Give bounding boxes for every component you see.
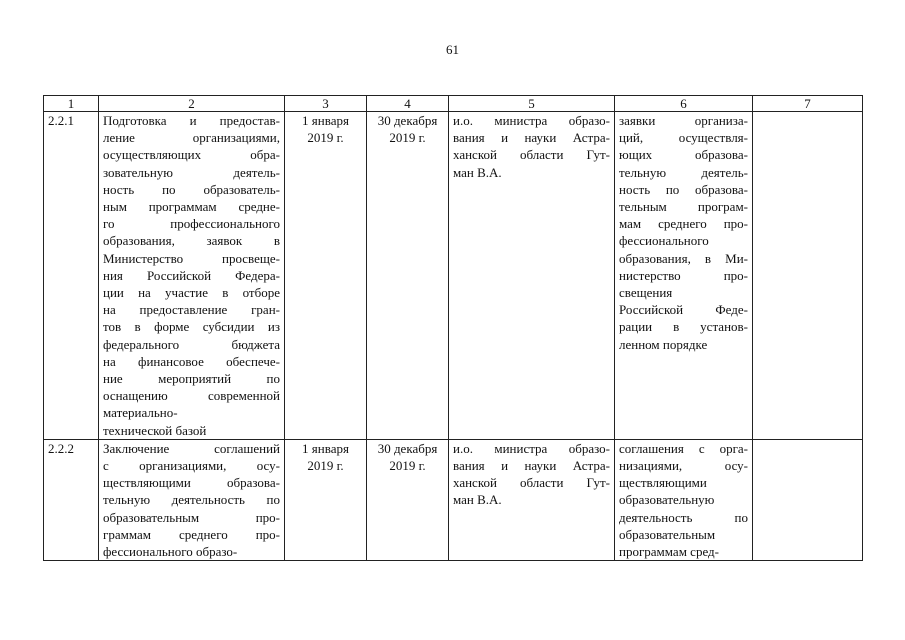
column-header-7: 7 [753, 96, 863, 112]
cell-text-line: ществляющими [619, 475, 707, 491]
cell-text-line: деятельность по [619, 509, 748, 525]
cell-text-line: тов в форме субсидии из [103, 319, 280, 335]
cell-text-line: ханской области Гут- [453, 475, 610, 491]
cell-text-line: 2019 г. [389, 130, 426, 146]
item-number-cell [44, 112, 99, 440]
result-cell [615, 112, 753, 440]
item-number: 2.2.2 [48, 440, 74, 456]
item-number-cell [44, 439, 99, 560]
cell-text-line: программам сред- [619, 544, 719, 560]
cell-text-line: образовательную [619, 492, 715, 508]
cell-text-line: оснащению современной [103, 388, 280, 404]
note-cell [753, 439, 863, 560]
item-number: 2.2.1 [48, 113, 74, 128]
cell-text-line: мам среднего про- [619, 216, 748, 232]
cell-text-line: федерального бюджета [103, 336, 280, 352]
cell-text-line: ление организациями, [103, 130, 280, 146]
cell-text-line: ханской области Гут- [453, 147, 610, 163]
cell-text-line: Министерство просвеще- [103, 250, 280, 266]
table-row [44, 112, 863, 440]
cell-text-line: тельную деятельность по [103, 492, 280, 508]
cell-text-line: материально- [103, 405, 178, 421]
column-header-6: 6 [615, 96, 753, 112]
cell-text-line: низациями, осу- [619, 458, 748, 474]
start-date-cell [285, 439, 367, 560]
cell-text-line: го профессионального [103, 216, 280, 232]
cell-text-line: ние мероприятий по [103, 371, 280, 387]
cell-text-line: ции на участие в отборе [103, 285, 280, 301]
cell-text-line: 1 января [302, 113, 349, 128]
column-header-5: 5 [449, 96, 615, 112]
cell-text-line: ленном порядке [619, 336, 708, 352]
cell-text-line: граммам среднего про- [103, 526, 280, 542]
cell-text-line: ность по образователь- [103, 181, 280, 197]
cell-text-line: и.о. министра образо- [453, 113, 610, 128]
cell-text-line: вания и науки Астра- [453, 130, 610, 146]
cell-text-line: ность по образова- [619, 181, 748, 197]
cell-text-line: свещения [619, 285, 673, 301]
column-header-3: 3 [285, 96, 367, 112]
cell-text-line: образовательным [619, 526, 716, 542]
cell-text-line: соглашения с орга- [619, 440, 748, 456]
column-header-2: 2 [99, 96, 285, 112]
cell-text-line: фессионального образо- [103, 544, 238, 560]
cell-text-line: Подготовка и предостав- [103, 113, 280, 128]
page-number: 61 [446, 42, 459, 57]
cell-text-line: с организациями, осу- [103, 458, 280, 474]
cell-text-line: на предоставление гран- [103, 302, 280, 318]
column-header-4: 4 [367, 96, 449, 112]
cell-text-line: тельную деятель- [619, 164, 748, 180]
responsible-cell [449, 112, 615, 440]
table-row [44, 439, 863, 560]
cell-text-line: вания и науки Астра- [453, 458, 610, 474]
cell-text-line: зовательную деятель- [103, 164, 280, 180]
cell-text-line: 2019 г. [389, 458, 426, 474]
cell-text-line: ществляющими образова- [103, 475, 280, 491]
result-cell [615, 439, 753, 560]
description-cell [99, 439, 285, 560]
cell-text-line: на финансовое обеспече- [103, 353, 280, 369]
cell-text-line: 1 января [302, 440, 349, 456]
cell-text-line: ным программам средне- [103, 199, 280, 215]
cell-text-line: рации в установ- [619, 319, 748, 335]
cell-text-line: Российской Феде- [619, 302, 748, 318]
start-date-cell [285, 112, 367, 440]
cell-text-line: образования, в Ми- [619, 250, 748, 266]
cell-text-line: образовательным про- [103, 509, 280, 525]
cell-text-line: 2019 г. [307, 458, 344, 474]
cell-text-line: образования, заявок в [103, 233, 280, 249]
cell-text-line: тельным програм- [619, 199, 748, 215]
column-header-1: 1 [44, 96, 99, 112]
cell-text-line: нистерство про- [619, 267, 748, 283]
end-date-cell [367, 112, 449, 440]
cell-text-line: осуществляющих обра- [103, 147, 280, 163]
plan-table [43, 95, 863, 561]
cell-text-line: Заключение соглашений [103, 440, 280, 456]
description-cell [99, 112, 285, 440]
note-cell [753, 112, 863, 440]
cell-text-line: 30 декабря [377, 113, 438, 128]
cell-text-line: ций, осуществля- [619, 130, 748, 146]
column-number-row [44, 96, 863, 112]
cell-text-line: фессионального [619, 233, 709, 249]
cell-text-line: 2019 г. [307, 130, 344, 146]
cell-text-line: заявки организа- [619, 113, 748, 128]
cell-text-line: технической базой [103, 422, 207, 438]
end-date-cell [367, 439, 449, 560]
cell-text-line: ман В.А. [453, 164, 502, 180]
cell-text-line: ман В.А. [453, 492, 502, 508]
cell-text-line: ния Российской Федера- [103, 267, 280, 283]
cell-text-line: ющих образова- [619, 147, 748, 163]
responsible-cell [449, 439, 615, 560]
cell-text-line: 30 декабря [377, 440, 438, 456]
cell-text-line: и.о. министра образо- [453, 440, 610, 456]
